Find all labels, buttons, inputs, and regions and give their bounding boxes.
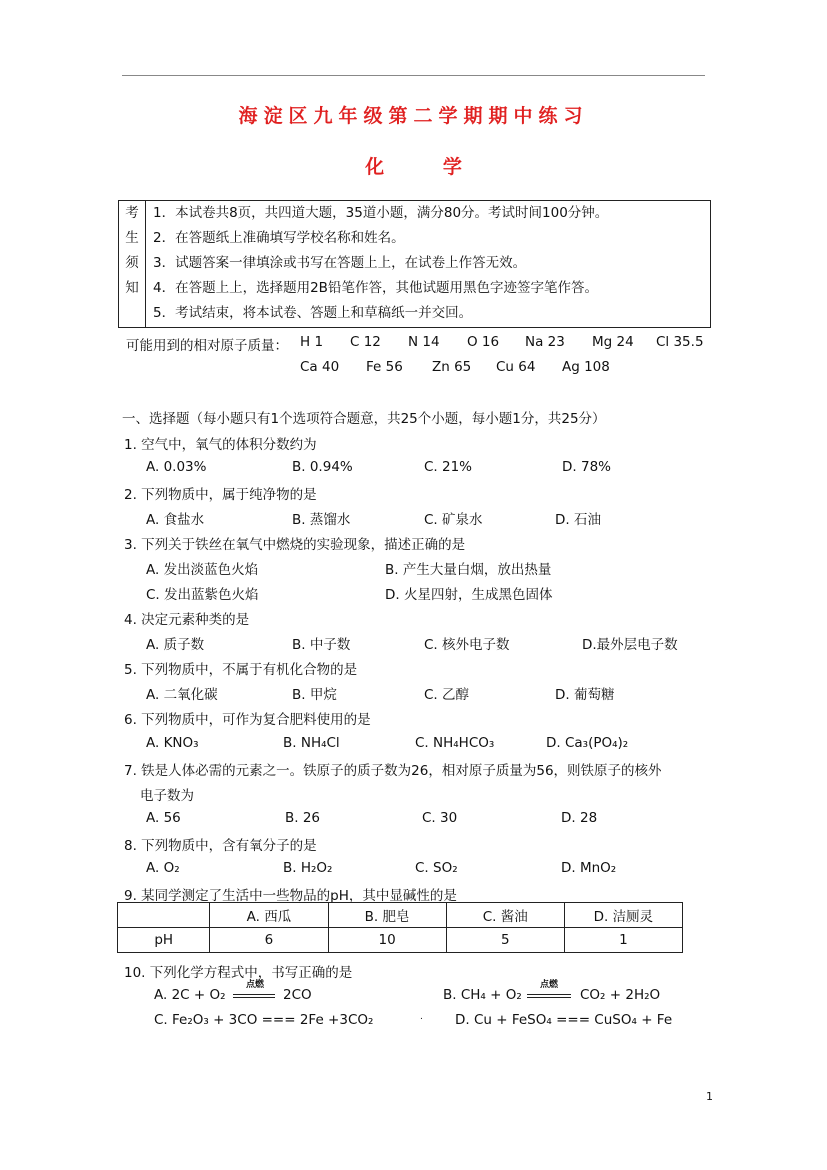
option: D. 78% xyxy=(562,459,611,475)
option: C. 发出蓝紫色火焰 xyxy=(146,587,259,603)
question-stem-continued: 电子数为 xyxy=(140,788,194,804)
ph-table xyxy=(117,902,683,953)
option: A. O₂ xyxy=(146,860,180,876)
option: A. 二氧化碳 xyxy=(146,687,218,703)
option: D. 火星四射，生成黑色固体 xyxy=(385,587,553,603)
option: D. 石油 xyxy=(555,512,601,528)
option: C. 矿泉水 xyxy=(424,512,483,528)
table-cell: 1 xyxy=(564,928,682,953)
notice-lines xyxy=(153,201,608,326)
notice-line: 1．本试卷共8页，共四道大题，35道小题，满分80分。考试时间100分钟。 xyxy=(153,205,609,221)
subject-title xyxy=(0,152,827,179)
table-cell: 6 xyxy=(210,928,328,953)
notice-line: 5．考试结束，将本试卷、答题上和草稿纸一并交回。 xyxy=(153,305,473,321)
atomic-mass: Cu 64 xyxy=(496,359,536,375)
option: D. 葡萄糖 xyxy=(555,687,615,703)
table-cell: D. 洁厕灵 xyxy=(564,903,682,928)
question-stem: 3. 下列关于铁丝在氧气中燃烧的实验现象，描述正确的是 xyxy=(124,537,466,553)
atomic-mass: Fe 56 xyxy=(366,359,403,375)
atomic-mass: Na 23 xyxy=(525,334,565,350)
question-stem: 9. 某同学测定了生活中一些物品的pH，其中显碱性的是 xyxy=(124,888,457,904)
table-cell: 5 xyxy=(446,928,564,953)
atomic-mass: Mg 24 xyxy=(592,334,634,350)
question-stem: 4. 决定元素种类的是 xyxy=(124,612,250,628)
option: C. 21% xyxy=(424,459,473,475)
notice-line: 4．在答题上上，选择题用2B铅笔作答，其他试题用黑色字迹签字笔作答。 xyxy=(153,280,598,296)
header-rule xyxy=(122,75,705,76)
table-cell: A. 西瓜 xyxy=(210,903,328,928)
table-cell: C. 酱油 xyxy=(446,903,564,928)
option: C. 核外电子数 xyxy=(424,637,510,653)
equation-double-line xyxy=(527,994,571,998)
question-stem: 8. 下列物质中，含有氧分子的是 xyxy=(124,838,317,854)
option: B. H₂O₂ xyxy=(283,860,333,876)
section-title: 一、选择题（每小题只有1个选项符合题意，共25个小题，每小题1分，共25分） xyxy=(122,411,606,427)
exam-title: 海淀区九年级第二学期期中练习 xyxy=(238,105,589,127)
option: C. NH₄HCO₃ xyxy=(415,735,495,751)
question-stem: 1. 空气中，氧气的体积分数约为 xyxy=(124,437,317,453)
option: C. 乙醇 xyxy=(424,687,470,703)
atomic-mass: H 1 xyxy=(300,334,324,350)
atomic-mass: O 16 xyxy=(467,334,500,350)
atomic-mass-prefix: 可能用到的相对原子质量： xyxy=(126,338,288,354)
option: D. Ca₃(PO₄)₂ xyxy=(546,735,629,751)
subject-char-1: 化 xyxy=(365,156,385,178)
reaction-condition: 点燃 xyxy=(246,980,265,990)
atomic-mass: Ag 108 xyxy=(562,359,610,375)
equation-a-left: A. 2C + O₂ xyxy=(154,987,226,1003)
table-row xyxy=(118,928,683,953)
equation-b-left: B. CH₄ + O₂ xyxy=(443,987,522,1003)
option: D. 28 xyxy=(561,810,598,826)
exam-notice-box xyxy=(118,200,711,328)
question-stem: 5. 下列物质中，不属于有机化合物的是 xyxy=(124,662,358,678)
question-stem: 10. 下列化学方程式中，书写正确的是 xyxy=(124,965,353,981)
option: C. SO₂ xyxy=(415,860,458,876)
option: A. 质子数 xyxy=(146,637,205,653)
notice-line: 3．试题答案一律填涂或书写在答题上上，在试卷上作答无效。 xyxy=(153,255,527,271)
option: A. 食盐水 xyxy=(146,512,205,528)
option: A. 发出淡蓝色火焰 xyxy=(146,562,259,578)
equation-b-right: CO₂ + 2H₂O xyxy=(580,987,661,1003)
page-number: 1 xyxy=(706,1090,713,1103)
option: A. 0.03% xyxy=(146,459,207,475)
option: B. NH₄Cl xyxy=(283,735,340,751)
notice-label: 考 生 须 知 xyxy=(119,201,146,327)
question-stem: 2. 下列物质中，属于纯净物的是 xyxy=(124,487,317,503)
equation-double-line xyxy=(233,994,275,998)
equation-d: D. Cu + FeSO₄ === CuSO₄ + Fe xyxy=(455,1012,673,1028)
table-cell: pH xyxy=(118,928,210,953)
option: B. 26 xyxy=(285,810,321,826)
atomic-mass: N 14 xyxy=(408,334,440,350)
option: B. 产生大量白烟，放出热量 xyxy=(385,562,552,578)
atomic-mass: Ca 40 xyxy=(300,359,340,375)
subject-char-2: 学 xyxy=(442,156,462,178)
table-cell: B. 肥皂 xyxy=(328,903,446,928)
notice-line: 2．在答题纸上准确填写学校名称和姓名。 xyxy=(153,230,405,246)
question-stem: 6. 下列物质中，可作为复合肥料使用的是 xyxy=(124,712,371,728)
option: D.最外层电子数 xyxy=(582,637,678,653)
option: A. 56 xyxy=(146,810,181,826)
option: A. KNO₃ xyxy=(146,735,199,751)
reaction-condition: 点燃 xyxy=(540,980,559,990)
table-row xyxy=(118,903,683,928)
atomic-mass: Cl 35.5 xyxy=(656,334,704,350)
option: B. 0.94% xyxy=(292,459,353,475)
option: C. 30 xyxy=(422,810,458,826)
atomic-mass: C 12 xyxy=(350,334,381,350)
equation-c: C. Fe₂O₃ + 3CO === 2Fe +3CO₂ xyxy=(154,1012,374,1028)
question-stem: 7. 铁是人体必需的元素之一。铁原子的质子数为26，相对原子质量为56，则铁原子的核外 xyxy=(124,763,662,779)
stray-dot: . xyxy=(420,1012,423,1022)
option: B. 甲烷 xyxy=(292,687,337,703)
option: B. 中子数 xyxy=(292,637,351,653)
table-cell xyxy=(118,903,210,928)
table-cell: 10 xyxy=(328,928,446,953)
equation-a-right: 2CO xyxy=(283,987,312,1003)
atomic-mass: Zn 65 xyxy=(432,359,472,375)
option: B. 蒸馏水 xyxy=(292,512,351,528)
option: D. MnO₂ xyxy=(561,860,617,876)
